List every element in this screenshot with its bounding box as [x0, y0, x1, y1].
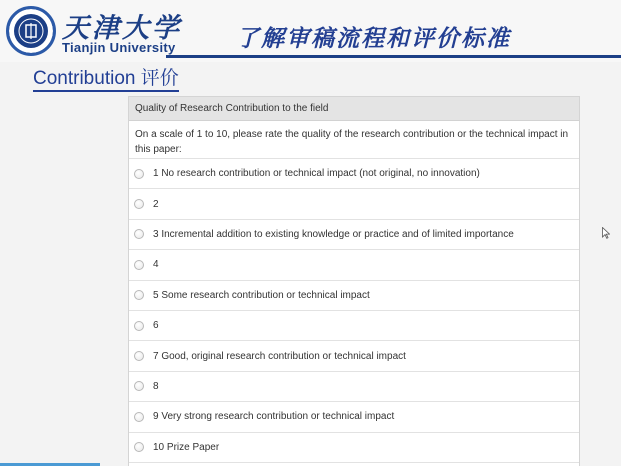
- radio-button[interactable]: [134, 321, 144, 331]
- option-label: 10 Prize Paper: [153, 441, 220, 453]
- option-label: 1 No research contribution or technical impact (not original, no innovation): [153, 168, 480, 180]
- option-label: 2: [153, 198, 159, 210]
- rating-option-6[interactable]: [129, 311, 579, 341]
- university-seal-icon: [6, 6, 56, 56]
- card-header: Quality of Research Contribution to the field: [129, 97, 579, 121]
- rating-option-9[interactable]: [129, 402, 579, 432]
- radio-button[interactable]: [134, 381, 144, 391]
- rating-option-7[interactable]: [129, 341, 579, 371]
- rating-option-3[interactable]: [129, 220, 579, 250]
- radio-button[interactable]: [134, 260, 144, 270]
- header-divider: [166, 55, 621, 58]
- rating-option-4[interactable]: [129, 250, 579, 280]
- radio-button[interactable]: [134, 199, 144, 209]
- option-label: 9 Very strong research contribution or technical impact: [153, 411, 395, 423]
- mouse-cursor-icon: [602, 226, 610, 244]
- rating-option-5[interactable]: [129, 281, 579, 311]
- radio-button[interactable]: [134, 229, 144, 239]
- slide-title: 了解审稿流程和评价标准: [236, 26, 511, 52]
- radio-button[interactable]: [134, 351, 144, 361]
- radio-button[interactable]: [134, 290, 144, 300]
- university-name-en: Tianjin University: [62, 40, 176, 55]
- radio-button[interactable]: [134, 412, 144, 422]
- option-label: 7 Good, original research contribution or technical impact: [153, 350, 406, 362]
- rating-prompt: On a scale of 1 to 10, please rate the quality of the research contribution or the technical impact in this paper:: [129, 121, 579, 159]
- rating-option-10[interactable]: [129, 433, 579, 463]
- radio-button[interactable]: [134, 442, 144, 452]
- rating-option-2[interactable]: [129, 189, 579, 219]
- rating-card: [128, 96, 580, 466]
- option-label: 5 Some research contribution or technical impact: [153, 289, 370, 301]
- slide-header: [0, 0, 621, 62]
- option-label: 3 Incremental addition to existing knowledge or practice and of limited importance: [153, 228, 514, 240]
- section-heading: Contribution 评价: [33, 67, 179, 92]
- option-label: 8: [153, 380, 159, 392]
- radio-button[interactable]: [134, 169, 144, 179]
- option-label: 4: [153, 259, 159, 271]
- rating-option-1[interactable]: [129, 159, 579, 189]
- university-name-cn: 天津大学: [62, 13, 182, 44]
- rating-option-8[interactable]: [129, 372, 579, 402]
- option-label: 6: [153, 320, 159, 332]
